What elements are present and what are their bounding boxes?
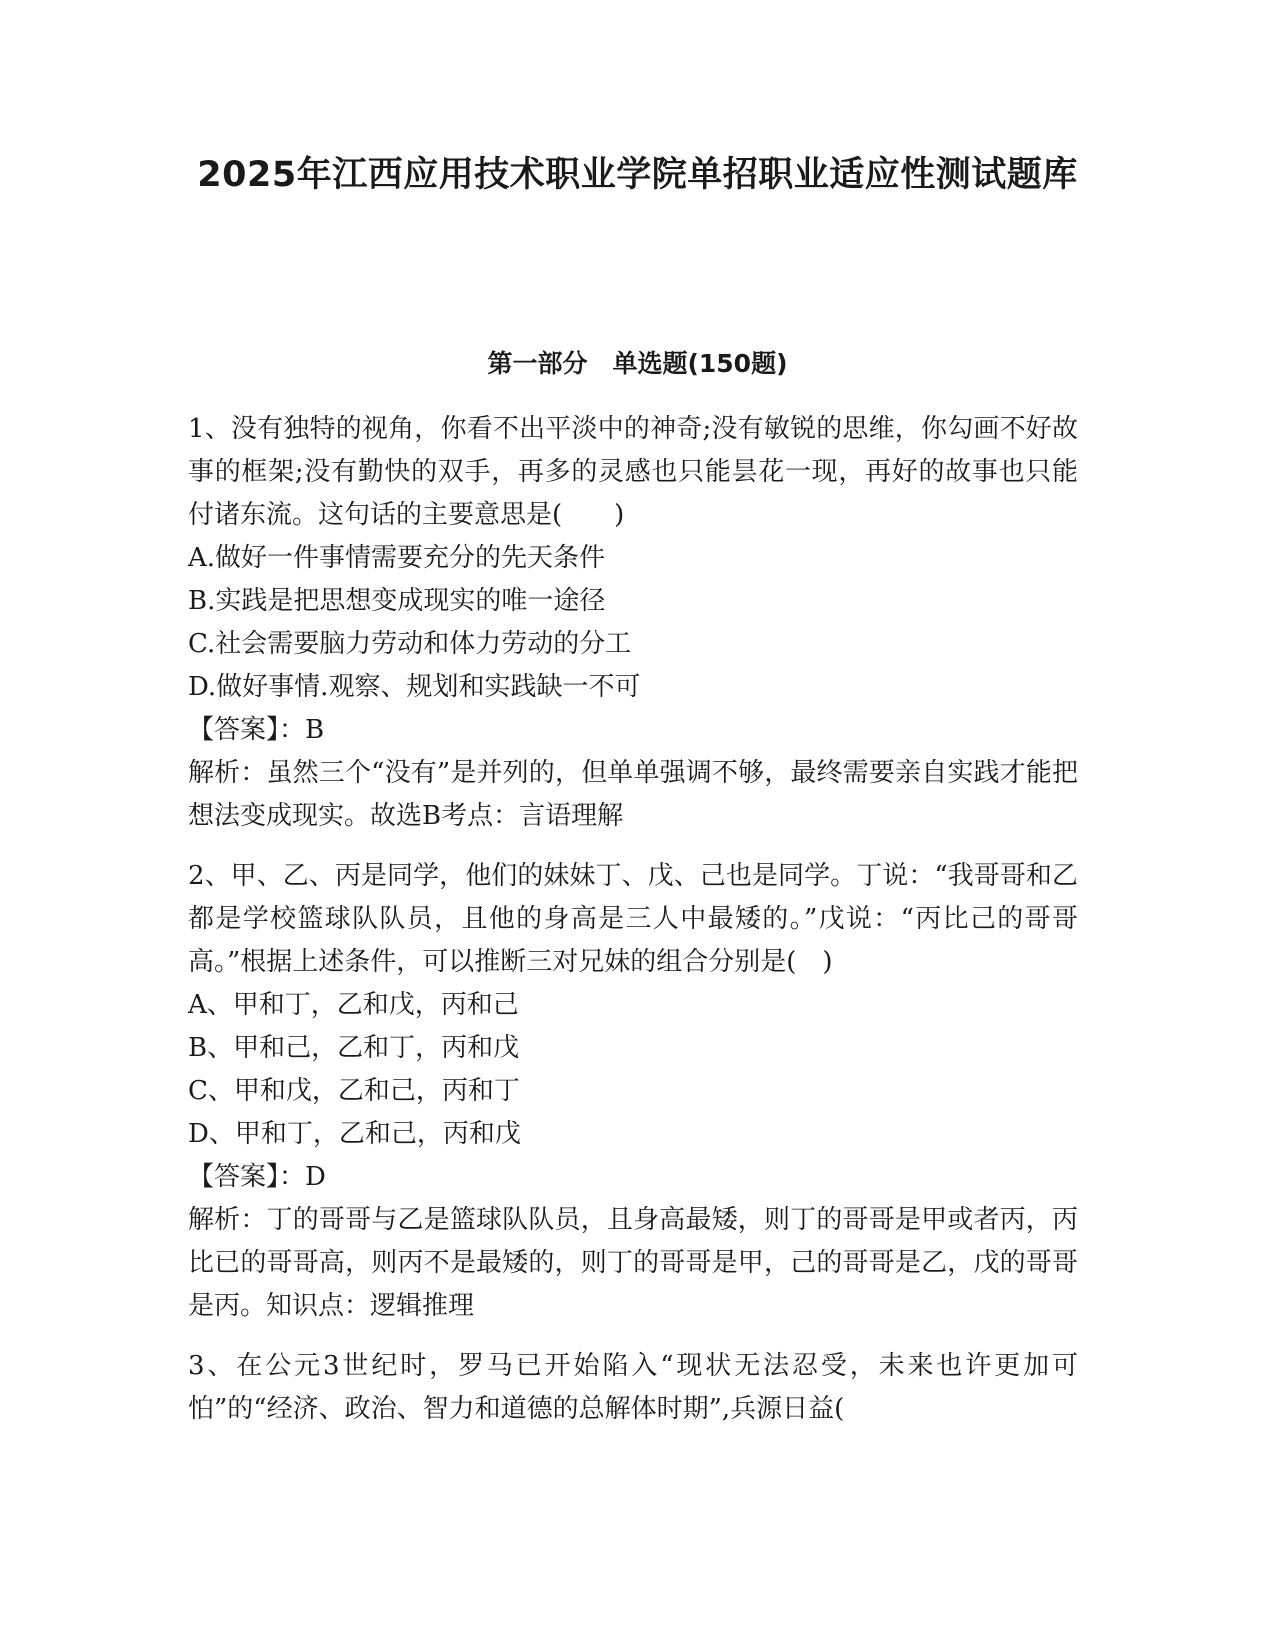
question-stem: 2、甲、乙、丙是同学，他们的妹妹丁、戊、己也是同学。丁说：“我哥哥和乙都是学校篮球队队员，且他的身高是三人中最矮的。”戊说：“丙比己的哥哥高。”根据上述条件，可以推断三对兄妹的组合分别是( ) [188, 861, 1078, 977]
analysis-text: 解析：虽然三个“没有”是并列的，但单单强调不够，最终需要亲自实践才能把想法变成现实。故选B考点：言语理解 [188, 758, 1078, 831]
question-3 [188, 1345, 1078, 1431]
option-d: D.做好事情.观察、规划和实践缺一不可 [188, 672, 641, 702]
option-b: B、甲和己，乙和丁，丙和戊 [188, 1033, 520, 1063]
option-b: B.实践是把思想变成现实的唯一途径 [188, 586, 606, 616]
document-title: 2025年江西应用技术职业学院单招职业适应性测试题库 [197, 155, 1078, 195]
question-stem: 3、在公元3世纪时，罗马已开始陷入“现状无法忍受，未来也许更加可怕”的“经济、政治、智力和道德的总解体时期”,兵源日益( [188, 1351, 1078, 1424]
question-1 [188, 408, 1078, 838]
answer-line: 【答案】：B [188, 715, 325, 745]
section-heading: 第一部分 单选题(150题) [487, 349, 788, 378]
option-d: D、甲和丁，乙和己，丙和戊 [188, 1119, 521, 1149]
option-a: A.做好一件事情需要充分的先天条件 [188, 543, 606, 573]
option-a: A、甲和丁，乙和戊，丙和己 [188, 990, 519, 1020]
option-c: C、甲和戊，乙和己，丙和丁 [188, 1076, 520, 1106]
question-stem: 1、没有独特的视角，你看不出平淡中的神奇;没有敏锐的思维，你勾画不好故事的框架;没有勤快的双手，再多的灵感也只能昙花一现，再好的故事也只能付诸东流。这句话的主要意思是( ) [188, 414, 1078, 530]
answer-line: 【答案】：D [188, 1162, 326, 1192]
analysis-text: 解析：丁的哥哥与乙是篮球队队员，且身高最矮，则丁的哥哥是甲或者丙，丙比已的哥哥高，则丙不是最矮的，则丁的哥哥是甲，己的哥哥是乙，戊的哥哥是丙。知识点：逻辑推理 [188, 1205, 1078, 1321]
question-list [188, 408, 1078, 1448]
option-c: C.社会需要脑力劳动和体力劳动的分工 [188, 629, 632, 659]
question-2 [188, 855, 1078, 1328]
